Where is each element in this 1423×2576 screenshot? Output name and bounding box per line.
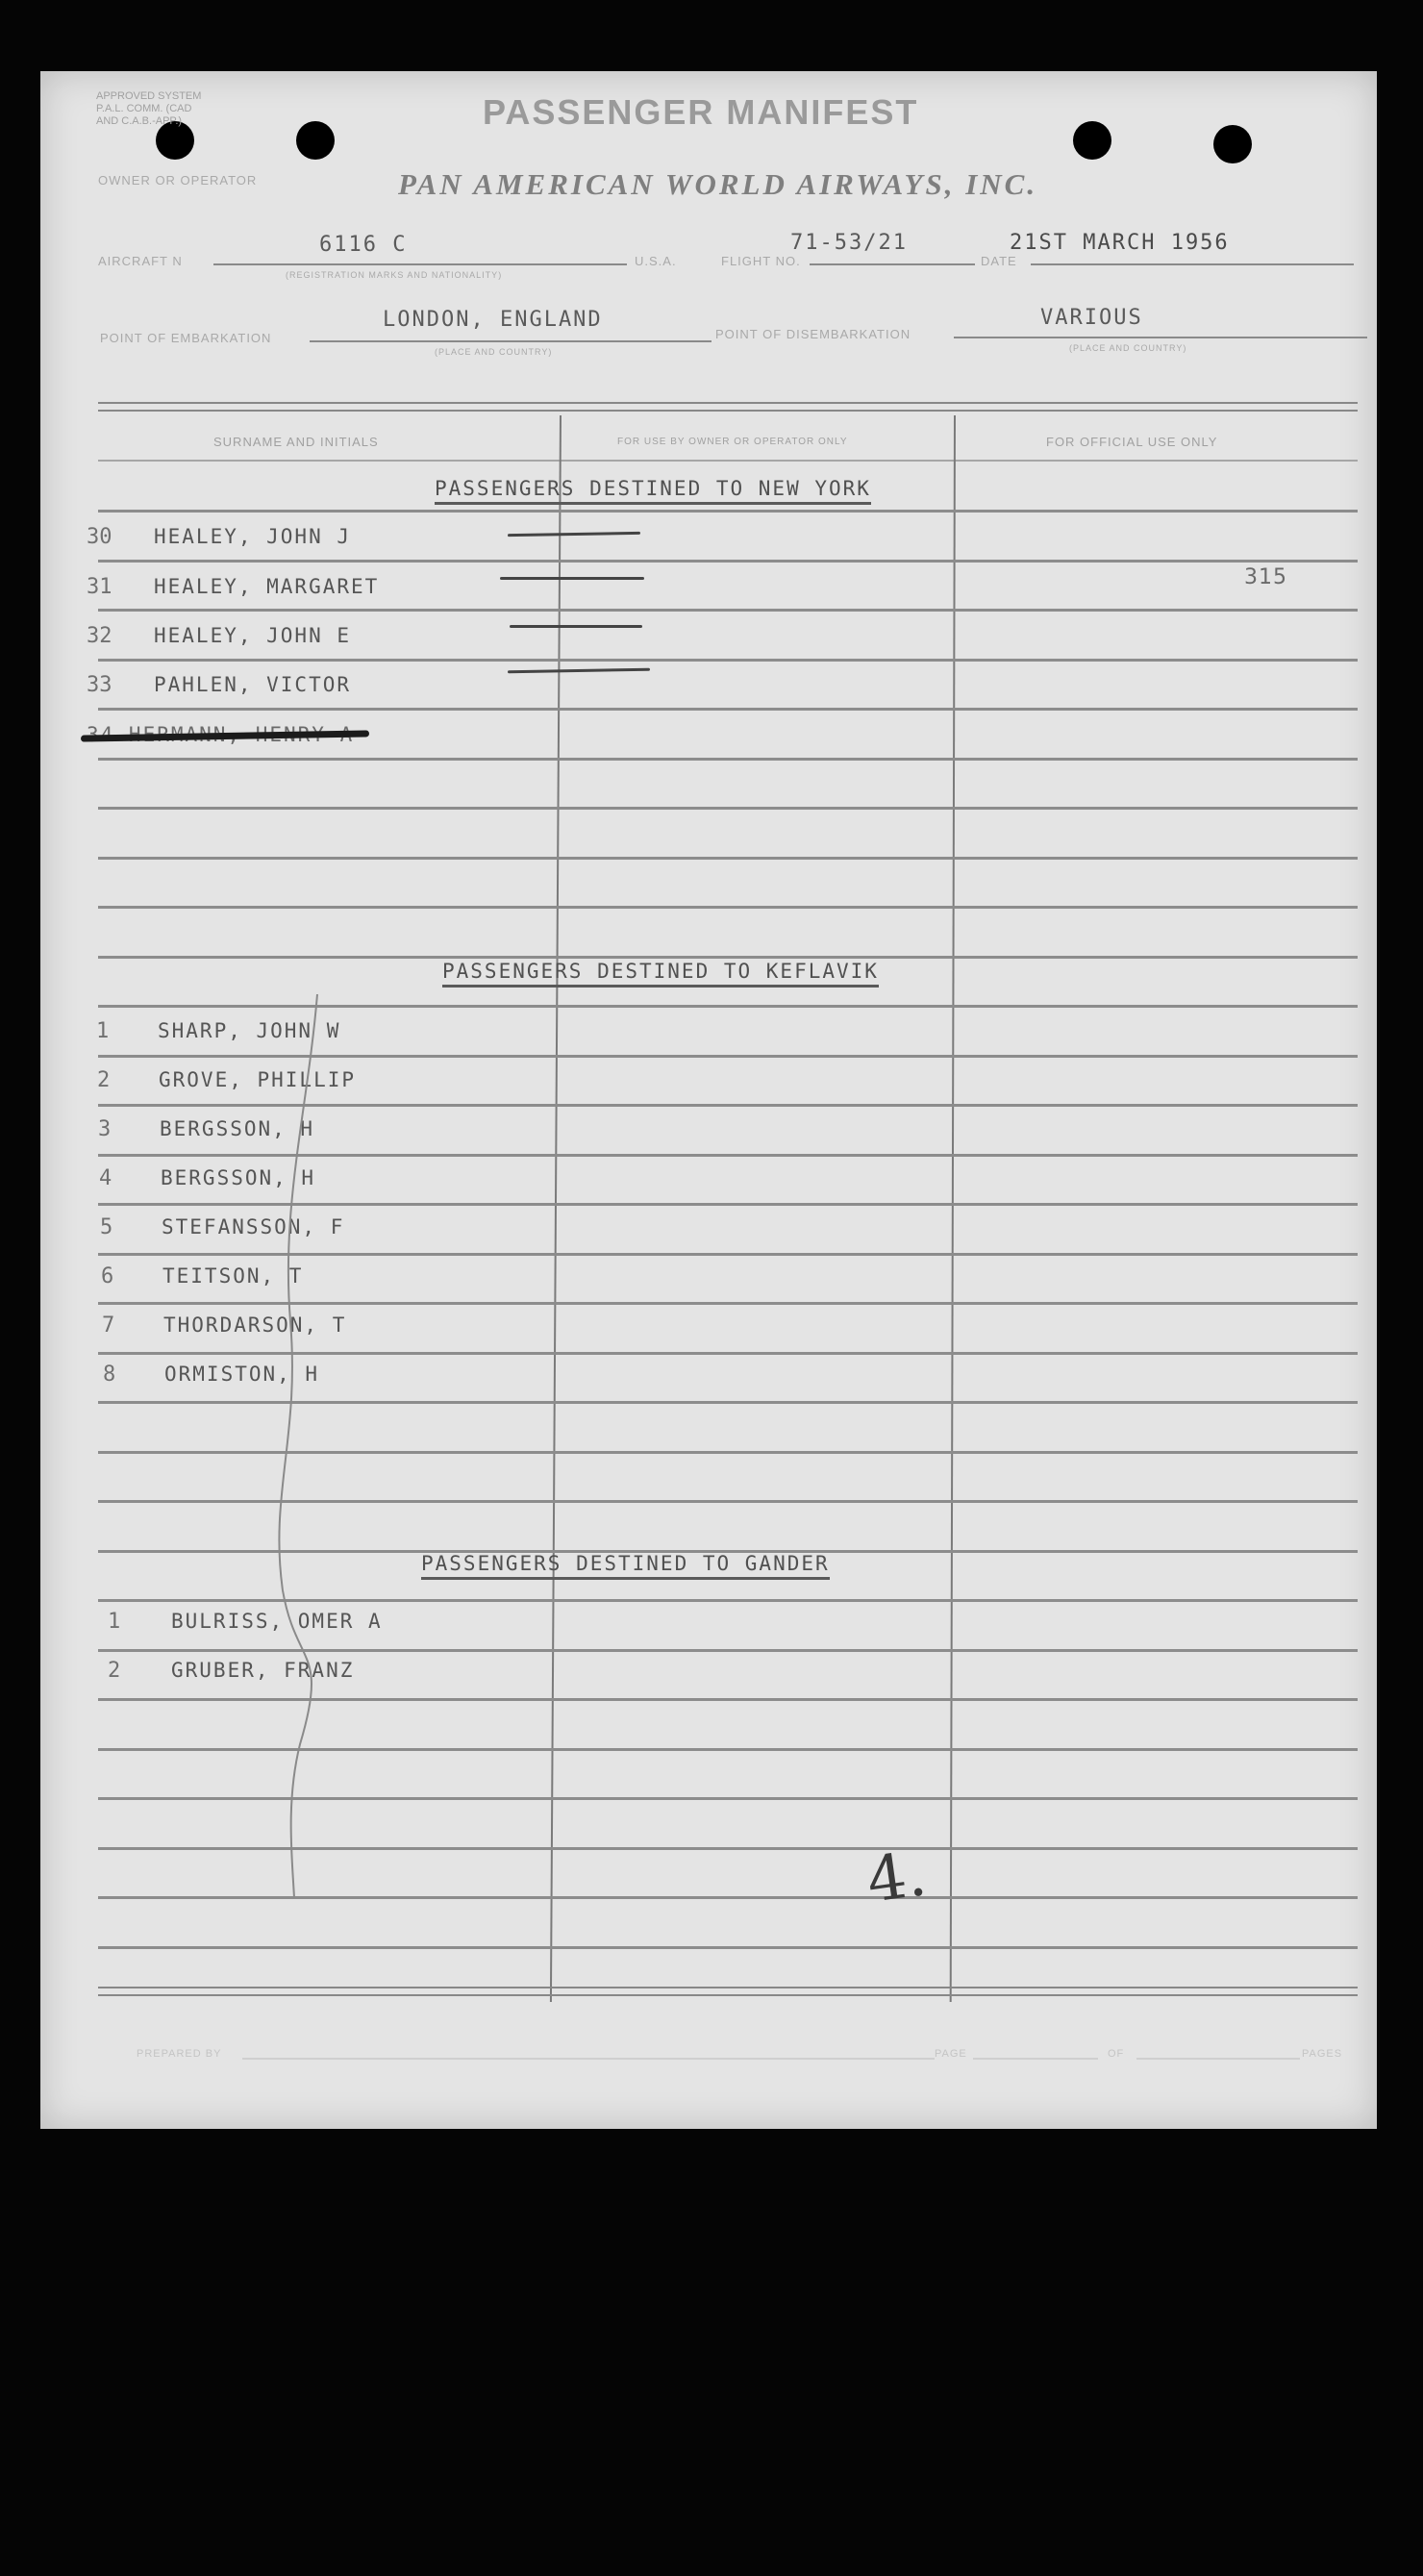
check-dash <box>508 668 650 674</box>
pencil-bracket-mark <box>262 994 348 1908</box>
embark-sub: (PLACE AND COUNTRY) <box>435 347 553 357</box>
embark-value: LONDON, ENGLAND <box>383 308 603 332</box>
punch-hole-icon <box>1073 121 1111 160</box>
approval-note: APPROVED SYSTEM P.A.L. COMM. (CAD AND C.A.B.-APP.) <box>96 90 202 127</box>
passenger-number: 4 <box>99 1166 112 1190</box>
passenger-number: 33 <box>87 673 112 697</box>
page-title: PASSENGER MANIFEST <box>483 92 919 132</box>
passenger-name: BULRISS, OMER A <box>171 1610 383 1633</box>
flight-value: 71-53/21 <box>790 231 908 255</box>
section-heading-keflavik: PASSENGERS DESTINED TO KEFLAVIK <box>442 960 879 988</box>
manifest-sheet <box>40 71 1377 2129</box>
row-rule <box>98 857 1358 860</box>
header-rule <box>98 460 1358 462</box>
flight-label: FLIGHT NO. <box>721 254 801 268</box>
section-heading-new-york: PASSENGERS DESTINED TO NEW YORK <box>435 477 871 505</box>
check-dash <box>500 577 644 580</box>
row-rule <box>98 758 1358 761</box>
passenger-number: 3 <box>98 1117 112 1141</box>
row-rule <box>98 956 1358 959</box>
passenger-name: GRUBER, FRANZ <box>171 1659 355 1682</box>
aircraft-sub: (REGISTRATION MARKS AND NATIONALITY) <box>286 270 503 280</box>
passenger-name: ORMISTON, H <box>164 1363 320 1386</box>
aircraft-value: 6116 C <box>319 233 408 257</box>
column-divider <box>950 415 956 2002</box>
passenger-number: 6 <box>101 1264 114 1288</box>
passenger-name: HEALEY, MARGARET <box>154 575 380 598</box>
date-label: DATE <box>981 254 1017 268</box>
table-bottom-rule <box>98 1987 1358 1996</box>
usa-label: U.S.A. <box>635 254 677 268</box>
passenger-name: STEFANSSON, F <box>162 1215 345 1238</box>
airline-name: PAN AMERICAN WORLD AIRWAYS, INC. <box>398 167 1038 201</box>
punch-hole-icon <box>296 121 335 160</box>
passenger-name: PAHLEN, VICTOR <box>154 673 352 696</box>
date-value: 21ST MARCH 1956 <box>1010 231 1230 255</box>
passenger-name: BERGSSON, H <box>160 1117 315 1140</box>
row-rule <box>98 1946 1358 1949</box>
section-heading-gander: PASSENGERS DESTINED TO GANDER <box>421 1552 830 1580</box>
row-rule <box>98 510 1358 513</box>
passenger-number: 31 <box>87 575 112 599</box>
flight-line <box>810 263 975 265</box>
passenger-name: BERGSSON, H <box>161 1166 316 1189</box>
page-line <box>973 2058 1098 2060</box>
disembark-value: VARIOUS <box>1040 306 1143 330</box>
check-dash <box>510 625 642 628</box>
disembark-line <box>954 337 1367 338</box>
of-label: OF <box>1108 2048 1125 2060</box>
column-owner-use: FOR USE BY OWNER OR OPERATOR ONLY <box>617 437 848 447</box>
check-dash <box>508 532 640 537</box>
punch-hole-icon <box>1213 125 1252 163</box>
row-rule <box>98 659 1358 662</box>
aircraft-line <box>213 263 627 265</box>
column-surname: SURNAME AND INITIALS <box>213 435 379 449</box>
disembark-sub: (PLACE AND COUNTRY) <box>1069 343 1187 353</box>
passenger-number: 1 <box>96 1019 110 1043</box>
disembark-label: POINT OF DISEMBARKATION <box>715 327 911 341</box>
passenger-number: 2 <box>97 1068 111 1092</box>
row-rule <box>98 807 1358 810</box>
page-label: PAGE <box>935 2048 967 2060</box>
prepared-line <box>242 2058 935 2060</box>
passenger-number: 32 <box>87 624 112 648</box>
row-rule <box>98 708 1358 711</box>
embark-label: POINT OF EMBARKATION <box>100 331 272 345</box>
row-rule <box>98 560 1358 563</box>
passenger-name: SHARP, JOHN W <box>158 1019 341 1042</box>
prepared-label: PREPARED BY <box>137 2048 222 2060</box>
owner-label: OWNER OR OPERATOR <box>98 173 258 188</box>
passenger-number: 30 <box>87 525 112 549</box>
table-top-rule <box>98 402 1358 412</box>
of-line <box>1136 2058 1300 2060</box>
passenger-name: GROVE, PHILLIP <box>159 1068 357 1091</box>
embark-line <box>310 340 712 342</box>
pages-label: PAGES <box>1302 2048 1343 2060</box>
passenger-number: 2 <box>108 1659 121 1683</box>
row-rule <box>98 906 1358 909</box>
handwritten-mark: 4. <box>862 1838 931 1917</box>
passenger-name: TEITSON, T <box>162 1264 304 1288</box>
column-divider <box>550 415 562 2002</box>
passenger-name: HEALEY, JOHN E <box>154 624 352 647</box>
passenger-name: HEALEY, JOHN J <box>154 525 352 548</box>
passenger-number: 7 <box>102 1313 115 1338</box>
passenger-number: 8 <box>103 1363 116 1387</box>
aircraft-label: AIRCRAFT N <box>98 254 183 268</box>
passenger-number: 1 <box>108 1610 121 1634</box>
column-official-use: FOR OFFICIAL USE ONLY <box>1046 435 1218 449</box>
date-line <box>1031 263 1354 265</box>
official-note: 315 <box>1244 565 1287 589</box>
passenger-name: THORDARSON, T <box>163 1313 347 1337</box>
row-rule <box>98 609 1358 612</box>
passenger-number: 5 <box>100 1215 113 1239</box>
